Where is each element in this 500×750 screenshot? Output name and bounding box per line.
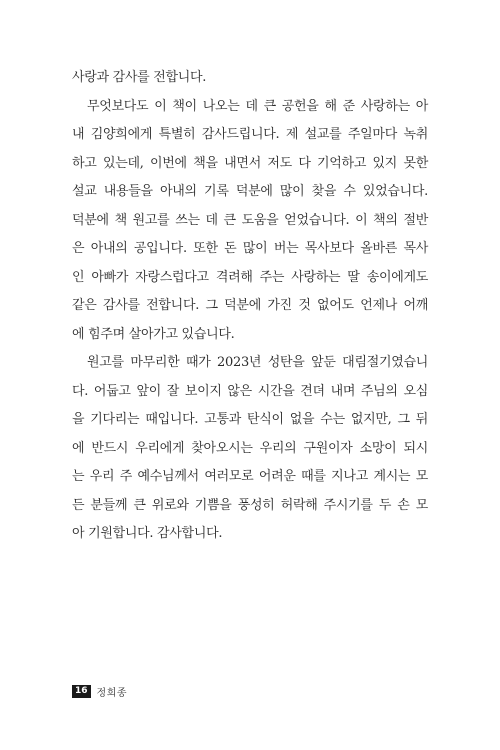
text-line: 다. 어둡고 앞이 잘 보이지 않은 시간을 견뎌 내며 주님의 오심 xyxy=(72,383,428,399)
text-line: 원고를 마무리한 때가 2023년 성탄을 앞둔 대림절기였습니 xyxy=(87,355,428,370)
text-line: 내 김양희에게 특별히 감사드립니다. 제 설교를 주일마다 녹취 xyxy=(72,127,428,142)
page-body xyxy=(72,64,428,549)
text-line: 같은 감사를 전합니다. 그 덕분에 가진 것 없어도 언제나 어깨 xyxy=(72,298,428,313)
text-line: 든 분들께 큰 위로와 기쁨을 풍성히 허락해 주시기를 두 손 모 xyxy=(72,497,428,513)
text-line: 설교 내용들을 아내의 기록 덕분에 많이 찾을 수 있었습니다. xyxy=(72,184,428,199)
text-line: 은 아내의 공입니다. 또한 돈 많이 버는 목사보다 올바른 목사 xyxy=(72,241,428,256)
text-line: 무엇보다도 이 책이 나오는 데 큰 공헌을 해 준 사랑하는 아 xyxy=(87,98,428,114)
page-footer xyxy=(72,684,127,699)
text-line: 을 기다리는 때입니다. 고통과 탄식이 없을 수는 없지만, 그 뒤 xyxy=(72,412,428,427)
paragraph-advent-blessing xyxy=(72,349,428,549)
text-line: 는 우리 주 예수님께서 여러모로 어려운 때를 지나고 계시는 모 xyxy=(72,469,428,484)
text-line: 사랑과 감사를 전합니다. xyxy=(72,70,207,85)
running-head: 정희종 xyxy=(96,688,128,699)
paragraph-thanks-to-family xyxy=(72,93,428,350)
text-line: 아 기원합니다. 감사합니다. xyxy=(72,526,223,541)
text-line: 에 힘주며 살아가고 있습니다. xyxy=(72,326,235,342)
text-line: 덕분에 책 원고를 쓰는 데 큰 도움을 얻었습니다. 이 책의 절반 xyxy=(72,212,428,228)
paragraph-closing-thanks xyxy=(72,64,428,93)
text-line: 에 반드시 우리에게 찾아오시는 우리의 구원이자 소망이 되시 xyxy=(72,440,428,456)
page-number: 16 xyxy=(72,685,91,698)
text-line: 하고 있는데, 이번에 책을 내면서 저도 다 기억하고 있지 못한 xyxy=(72,155,428,171)
text-line: 인 아빠가 자랑스럽다고 격려해 주는 사랑하는 딸 송이에게도 xyxy=(72,269,428,285)
